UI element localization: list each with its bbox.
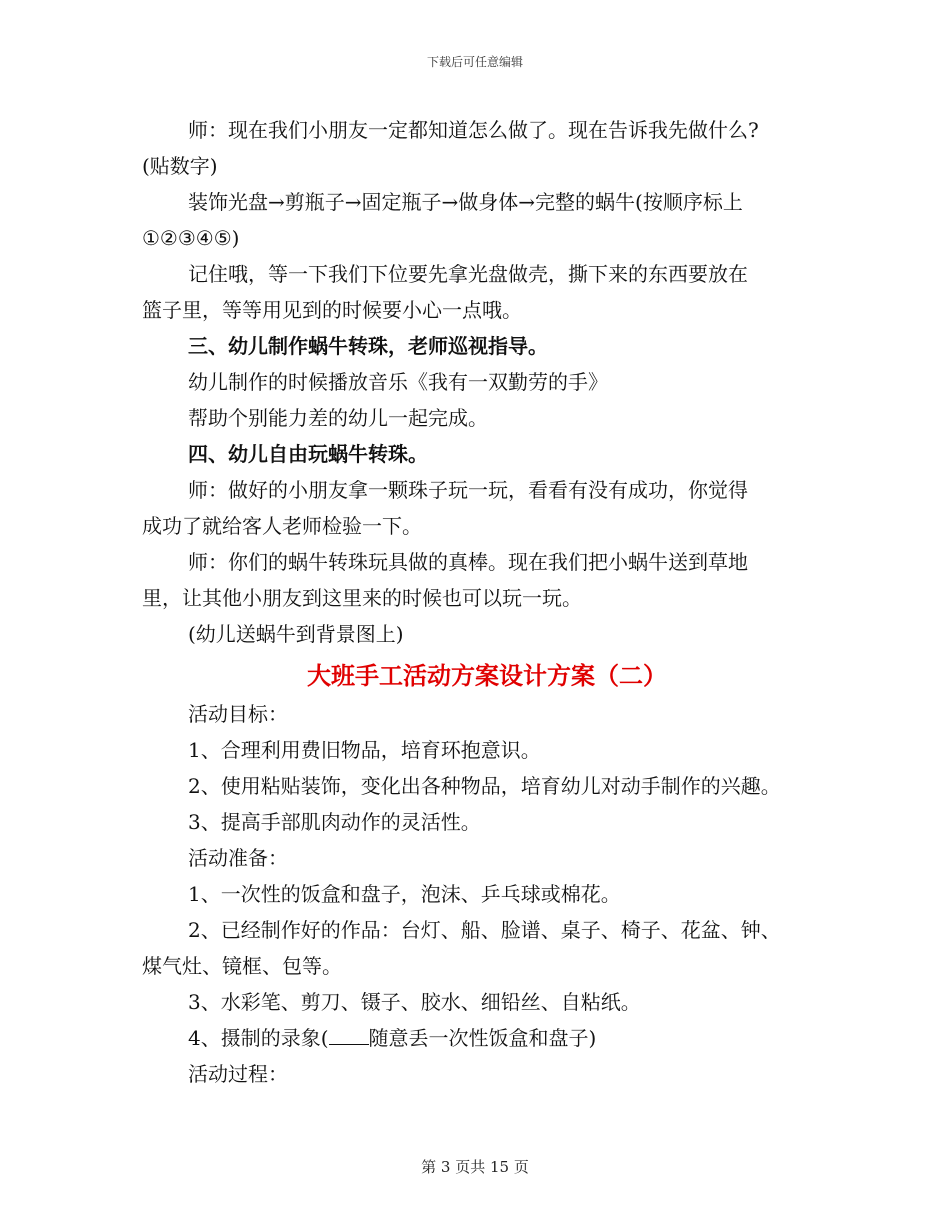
paragraph: (幼儿送蜗牛到背景图上) [188,622,404,646]
paragraph: 成功了就给客人老师检验一下。 [142,514,422,538]
paragraph: 师：你们的蜗牛转珠玩具做的真棒。现在我们把小蜗牛送到草地 [188,550,748,574]
step-heading: 四、幼儿自由玩蜗牛转珠。 [188,442,428,466]
paragraph: 篮子里，等等用见到的时候要小心一点哦。 [142,298,522,322]
paragraph: 记住哦，等一下我们下位要先拿光盘做壳，撕下来的东西要放在 [188,262,748,286]
list-item-continued: 煤气灶、镜框、包等。 [142,954,342,978]
list-item [142,1020,832,1056]
list-item: 1、合理利用费旧物品，培育环抱意识。 [188,738,541,762]
list-item: 2、已经制作好的作品：台灯、船、脸谱、桌子、椅子、花盆、钟、 [188,918,781,942]
paragraph: ①②③④⑤) [142,226,240,250]
subheading: 活动目标： [188,702,288,726]
list-item: 1、一次性的饭盒和盘子，泡沫、乒乓球或棉花。 [188,882,621,906]
paragraph: 里，让其他小朋友到这里来的时候也可以玩一玩。 [142,586,582,610]
subheading: 活动准备： [188,846,288,870]
paragraph: 帮助个别能力差的幼儿一起完成。 [188,406,488,430]
list-item: 3、提高手部肌肉动作的灵活性。 [188,810,481,834]
paragraph: 师：现在我们小朋友一定都知道怎么做了。现在告诉我先做什么? [188,118,759,142]
paragraph: 师：做好的小朋友拿一颗珠子玩一玩，看看有没有成功，你觉得 [188,478,748,502]
page-header: 下载后可任意编辑 [426,55,523,69]
subheading: 活动过程： [188,1062,288,1086]
paragraph: (贴数字) [142,154,218,178]
list-item-text: 4、摄制的录象( [188,1026,329,1050]
list-item: 3、水彩笔、剪刀、镊子、胶水、细铅丝、自粘纸。 [188,990,641,1014]
list-item: 2、使用粘贴装饰，变化出各种物品，培育幼儿对动手制作的兴趣。 [188,774,781,798]
section-title: 大班手工活动方案设计方案（二） [307,661,667,690]
page-footer: 第 3 页共 15 页 [421,1158,529,1176]
fill-blank [329,1026,369,1045]
document-body [142,112,832,1092]
paragraph: 装饰光盘→剪瓶子→固定瓶子→做身体→完整的蜗牛(按顺序标上 [188,190,743,214]
step-heading: 三、幼儿制作蜗牛转珠，老师巡视指导。 [188,334,548,358]
list-item-text: 随意丢一次性饭盒和盘子) [368,1026,597,1050]
paragraph: 幼儿制作的时候播放音乐《我有一双勤劳的手》 [188,370,608,394]
